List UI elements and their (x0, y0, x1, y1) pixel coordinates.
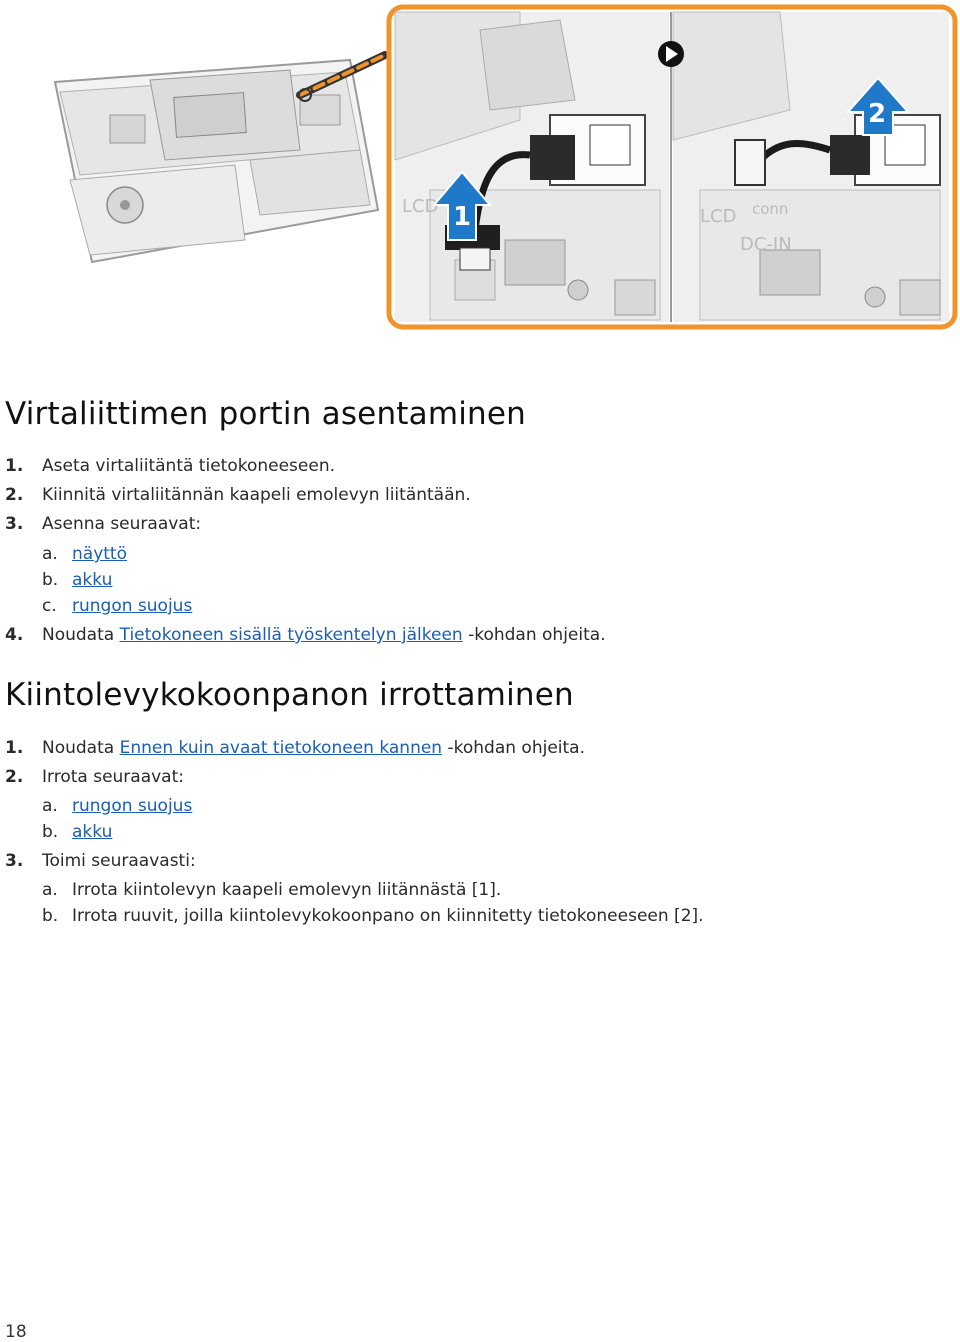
step-text-pre: Noudata (42, 625, 115, 645)
step-text: Toimi seuraavasti: (42, 851, 196, 871)
laptop-base-drawing (55, 55, 385, 262)
substep-letter: a. (42, 544, 58, 564)
illustration (0, 0, 960, 335)
step-number: 3. (5, 851, 24, 871)
step-number: 3. (5, 514, 24, 534)
callout-1: 1 (453, 202, 472, 232)
step-number: 1. (5, 738, 24, 758)
link-base-cover[interactable]: rungon suojus (72, 596, 193, 616)
substep-text: Irrota ruuvit, joilla kiintolevykokoonpano on kiinnitetty tietokoneeseen [2]. (72, 906, 704, 926)
link-battery[interactable]: akku (72, 570, 113, 590)
label-lcd-right: LCD (700, 206, 737, 227)
link-after-working[interactable]: Tietokoneen sisällä työskentelyn jälkeen (119, 625, 463, 645)
substep-letter: b. (42, 570, 59, 590)
step-text: Aseta virtaliitäntä tietokoneeseen. (42, 456, 336, 476)
section-title-remove-hdd: Kiintolevykokoonpanon irrottaminen (5, 677, 574, 713)
link-before-working[interactable]: Ennen kuin avaat tietokoneen kannen (119, 738, 443, 758)
link-base-cover[interactable]: rungon suojus (72, 796, 193, 816)
label-conn: conn (752, 200, 789, 218)
step-text (42, 738, 585, 758)
substep-letter: c. (42, 596, 57, 616)
link-battery[interactable]: akku (72, 822, 113, 842)
label-lcd: LCD (402, 196, 439, 217)
zoom-panel-left (395, 12, 669, 322)
step-text: Kiinnitä virtaliitännän kaapeli emolevyn liitäntään. (42, 485, 471, 505)
step-number: 2. (5, 767, 24, 787)
link-display[interactable]: näyttö (72, 544, 127, 564)
step-text-post: -kohdan ohjeita. (468, 625, 606, 645)
step-text (42, 625, 606, 645)
step-number: 4. (5, 625, 24, 645)
section-title-install-power-port: Virtaliittimen portin asentaminen (5, 396, 527, 432)
step-text-pre: Noudata (42, 738, 115, 758)
zoom-panel-right (673, 12, 949, 322)
next-step-icon (658, 41, 684, 67)
step-number: 1. (5, 456, 24, 476)
substep-letter: a. (42, 796, 58, 816)
step-text-post: -kohdan ohjeita. (447, 738, 585, 758)
substep-text: Irrota kiintolevyn kaapeli emolevyn liitännästä [1]. (72, 880, 502, 900)
substep-letter: b. (42, 822, 59, 842)
step-number: 2. (5, 485, 24, 505)
page-number: 18 (5, 1322, 27, 1342)
step-text: Irrota seuraavat: (42, 767, 184, 787)
callout-2: 2 (868, 99, 887, 129)
substep-letter: b. (42, 906, 59, 926)
substep-letter: a. (42, 880, 58, 900)
step-text: Asenna seuraavat: (42, 514, 202, 534)
label-dc-in: DC-IN (740, 234, 792, 255)
